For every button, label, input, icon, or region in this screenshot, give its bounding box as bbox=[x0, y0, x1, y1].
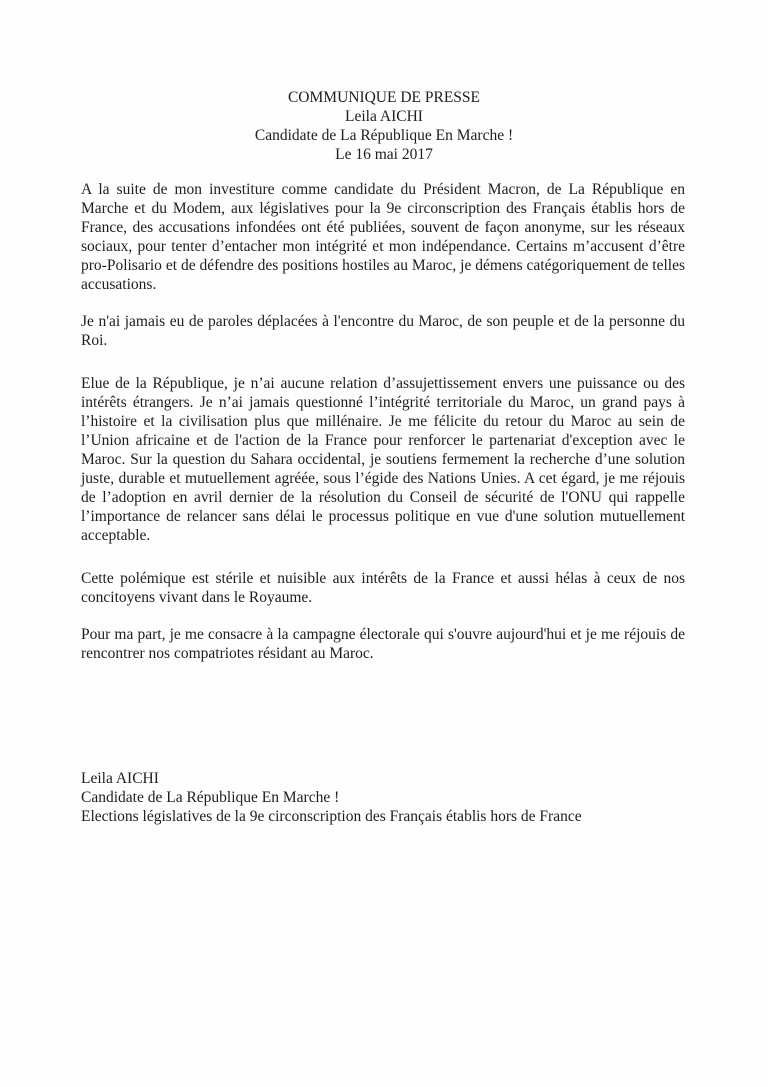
paragraph-1: A la suite de mon investiture comme candidate du Président Macron, de La République en Marche et du Modem, aux législatives pour la 9e circonscription des Français établis hors de France, des accusations infondées ont été publiées, souvent de façon anonyme, sur les réseaux sociaux, pour tenter d’entacher mon intégrité et mon indépendance. Certains m’accusent d’être pro-Polisario et de défendre des positions hostiles au Maroc, je démens catégoriquement de telles accusations. bbox=[81, 181, 685, 293]
document-header bbox=[0, 88, 768, 164]
author-name: Leila AICHI bbox=[345, 108, 423, 125]
document-body bbox=[81, 180, 685, 663]
author-role: Candidate de La République En Marche ! bbox=[254, 127, 514, 144]
signature-block bbox=[81, 769, 701, 826]
document-title: COMMUNIQUE DE PRESSE bbox=[287, 89, 481, 106]
signature-name: Leila AICHI bbox=[81, 770, 159, 787]
paragraph-5: Pour ma part, je me consacre à la campagne électorale qui s'ouvre aujourd'hui et je me réjouis de rencontrer nos compatriotes résidant au Maroc. bbox=[81, 626, 685, 662]
signature-election: Elections législatives de la 9e circonscription des Français établis hors de France bbox=[81, 808, 582, 825]
paragraph-2: Je n'ai jamais eu de paroles déplacées à l'encontre du Maroc, de son peuple et de la personne du Roi. bbox=[81, 313, 685, 349]
paragraph-3: Elue de la République, je n’ai aucune relation d’assujettissement envers une puissance ou des intérêts étrangers. Je n’ai jamais questionné l’intégrité territoriale du Maroc, un grand pays à l’histoire et la civilisation plus que millénaire. Je me félicite du retour du Maroc au sein de l’Union africaine et de l'action de la France pour renforcer le partenariat d'exception avec le Maroc. Sur la question du Sahara occidental, je soutiens fermement la recherche d’une solution juste, durable et mutuellement agréée, sous l’égide des Nations Unies. A cet égard, je me réjouis de l’adoption en avril dernier de la résolution du Conseil de sécurité de l'ONU qui rappelle l’importance de relancer sans délai le processus politique en vue d'une solution mutuellement acceptable. bbox=[81, 375, 685, 544]
paragraph-4: Cette polémique est stérile et nuisible aux intérêts de la France et aussi hélas à ceux de nos concitoyens vivant dans le Royaume. bbox=[81, 570, 685, 606]
document-date: Le 16 mai 2017 bbox=[335, 146, 433, 163]
signature-role: Candidate de La République En Marche ! bbox=[81, 789, 340, 806]
